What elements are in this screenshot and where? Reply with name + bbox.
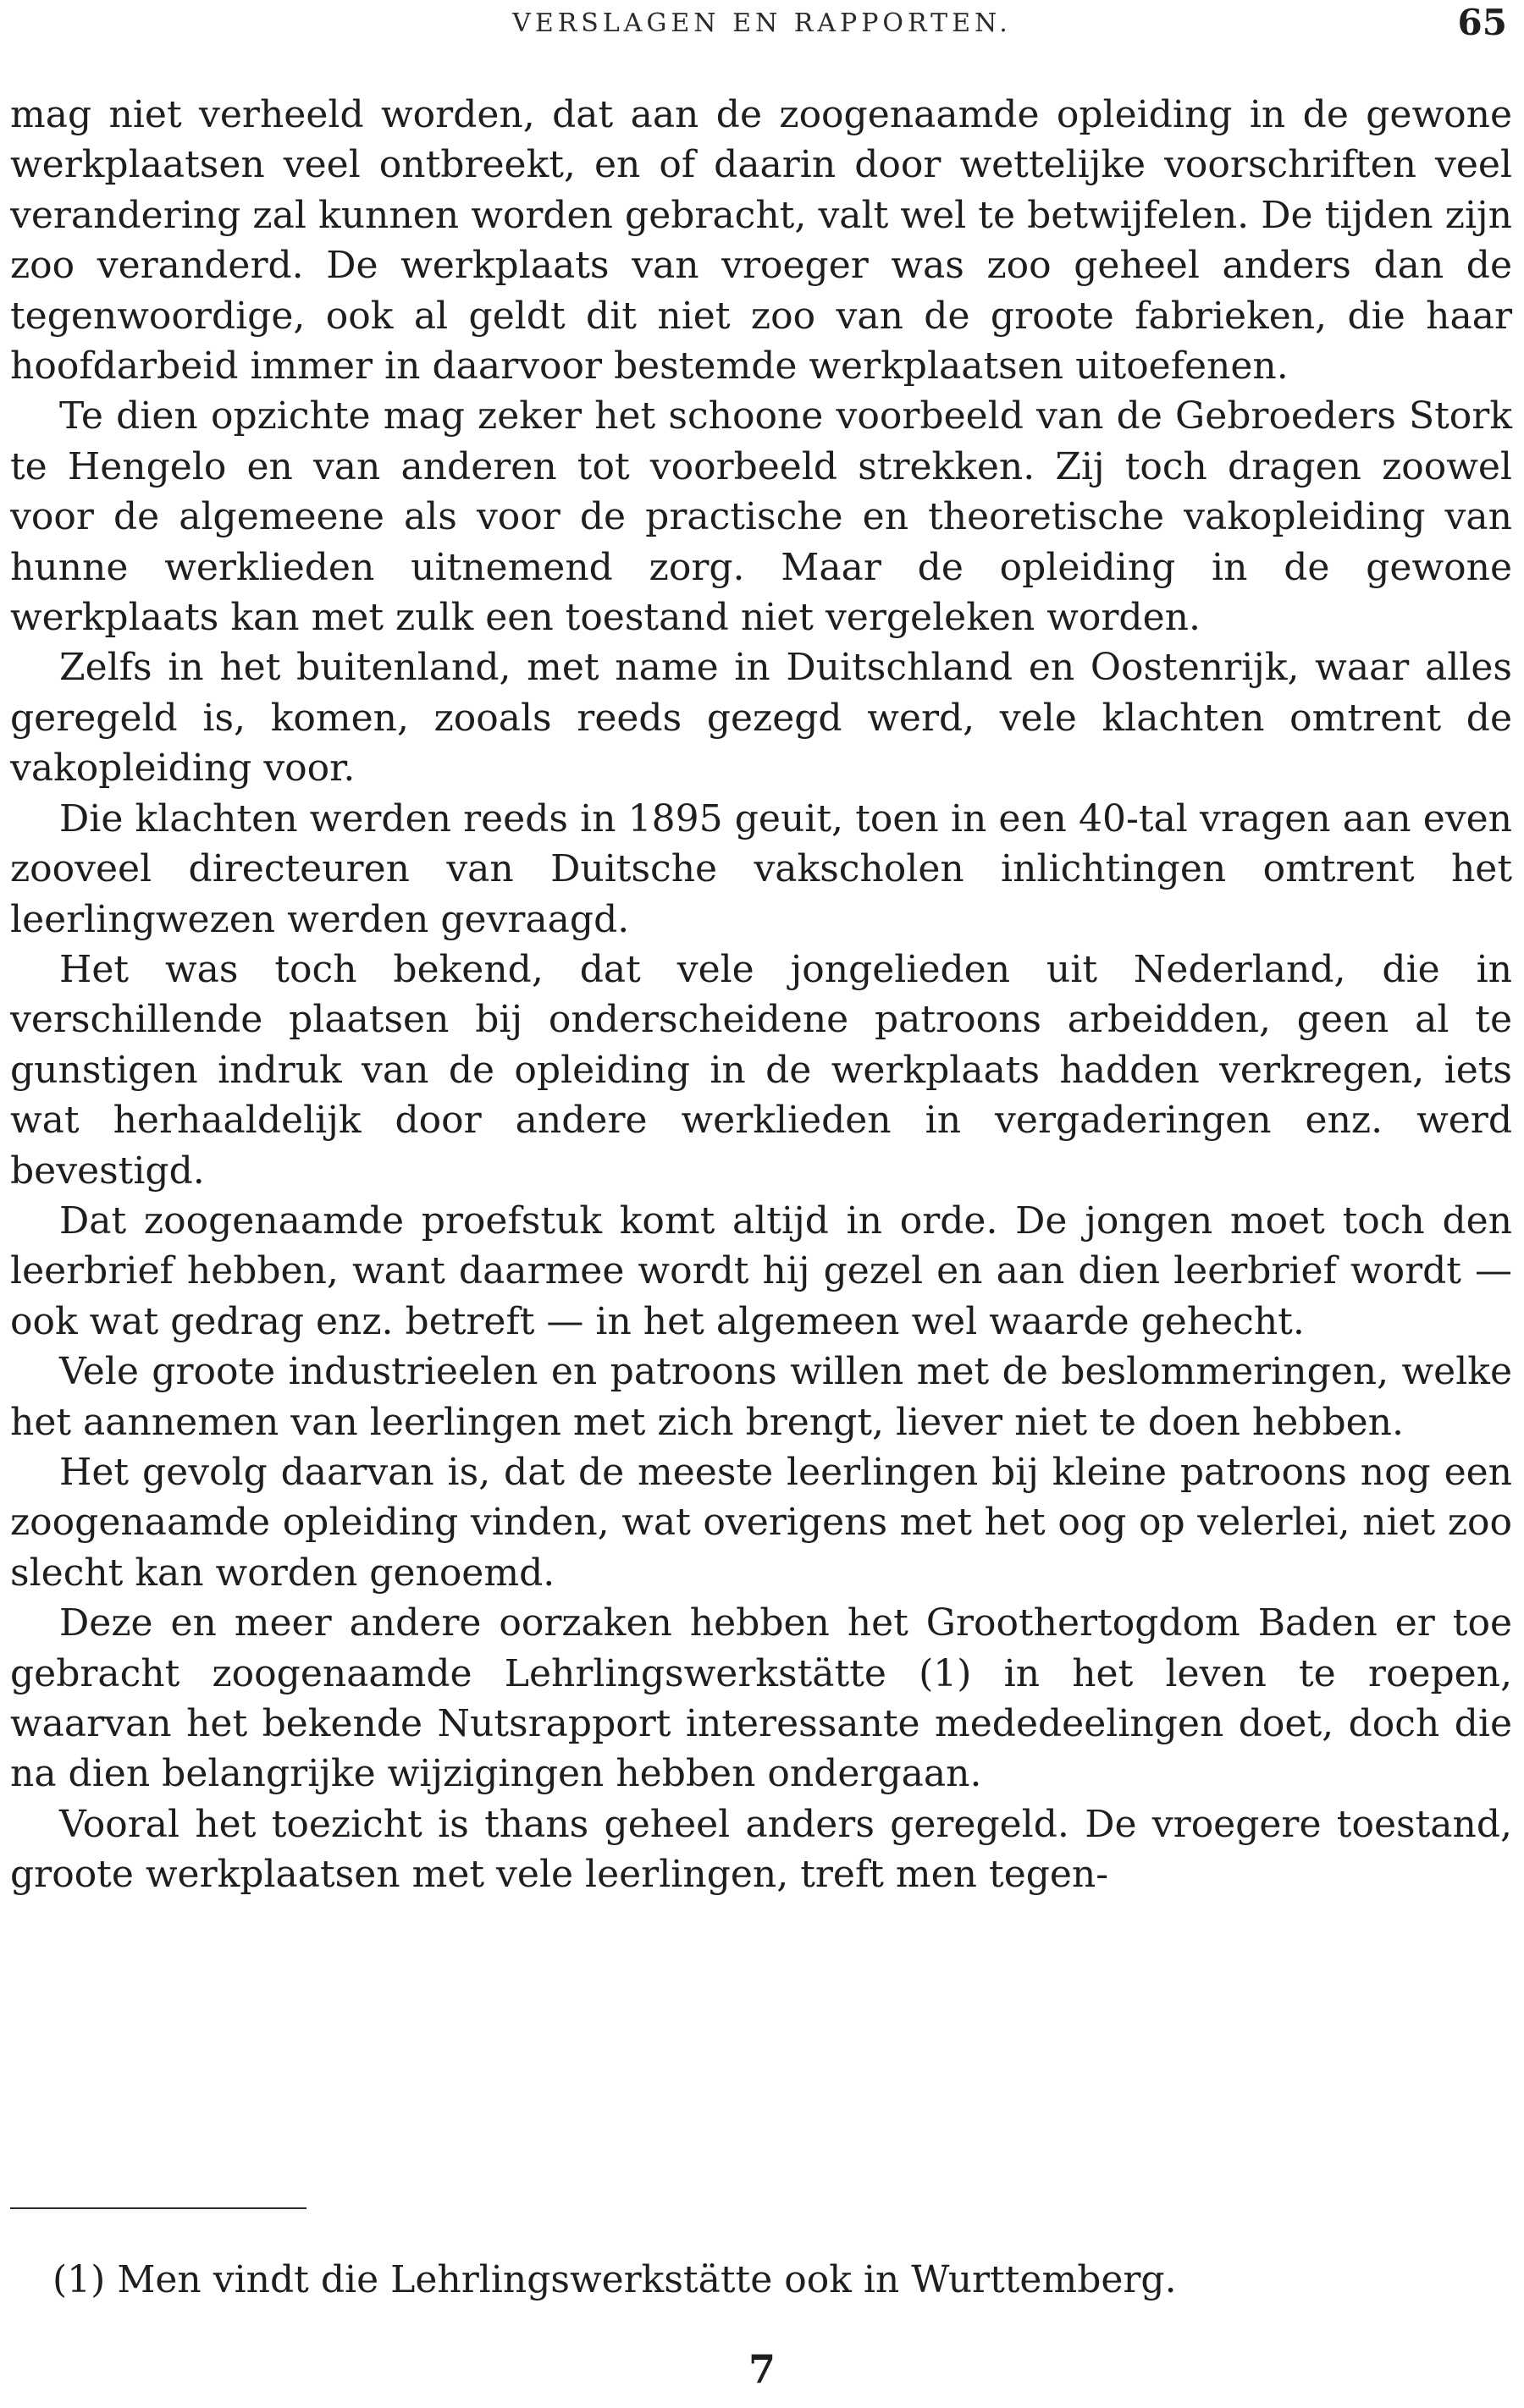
paragraph-9: Deze en meer andere oorzaken hebben het Groothertogdom Baden er toe gebracht zoogenaamde Lehrlingswerkstätte (1) in het leven te roepen, waarvan het bekende Nutsrapport interessante mededeelingen doet, doch die na dien belangrijke wijzigingen hebben ondergaan. bbox=[10, 1601, 1512, 1796]
signature-mark: 7 bbox=[748, 2346, 776, 2392]
paragraph-6: Dat zoogenaamde proefstuk komt altijd in orde. De jongen moet toch den leerbrief hebben, want daarmee wordt hij gezel en aan dien leerbrief wordt — ook wat gedrag enz. betreft — in het algemeen wel waarde gehecht. bbox=[10, 1198, 1512, 1343]
page-number: 65 bbox=[1457, 2, 1507, 43]
paragraph-1: mag niet verheeld worden, dat aan de zoogenaamde opleiding in de gewone werkplaatsen veel ontbreekt, en of daarin door wettelijke voorschriften veel verandering zal kunnen worden gebracht, valt wel te betwijfelen. De tijden zijn zoo veranderd. De werkplaats van vroeger was zoo geheel anders dan de tegenwoordige, ook al geldt dit niet zoo van de groote fabrieken, die haar hoofdarbeid immer in daarvoor bestemde werkplaatsen uitoefenen. bbox=[10, 93, 1512, 388]
paragraph-8: Het gevolg daarvan is, dat de meeste leerlingen bij kleine patroons nog een zoogenaamde opleiding vinden, wat overigens met het oog op velerlei, niet zoo slecht kan worden genoemd. bbox=[10, 1450, 1512, 1595]
running-head: VERSLAGEN EN RAPPORTEN. bbox=[512, 8, 1012, 38]
footnote-rule bbox=[10, 2207, 306, 2209]
body-text bbox=[10, 90, 1512, 1900]
paragraph-3: Zelfs in het buitenland, met name in Duitschland en Oostenrijk, waar alles geregeld is, komen, zooals reeds gezegd werd, vele klachten omtrent de vakopleiding voor. bbox=[10, 646, 1512, 791]
footnote: (1) Men vindt die Lehrlingswerkstätte ook in Wurttemberg. bbox=[52, 2258, 1177, 2301]
paragraph-2: Te dien opzichte mag zeker het schoone voorbeeld van de Gebroeders Stork te Hengelo en van anderen tot voorbeeld strekken. Zij toch dragen zoowel voor de algemeene als voor de practische en theoretische vakopleiding van hunne werklieden uitnemend zorg. Maar de opleiding in de gewone werkplaats kan met zulk een toestand niet vergeleken worden. bbox=[10, 394, 1512, 640]
paragraph-10: Vooral het toezicht is thans geheel anders geregeld. De vroegere toestand, groote werkplaatsen met vele leerlingen, treft men tegen- bbox=[10, 1802, 1512, 1897]
paragraph-7: Vele groote industrieelen en patroons willen met de beslommeringen, welke het aannemen van leerlingen met zich brengt, liever niet te doen hebben. bbox=[10, 1350, 1512, 1444]
paragraph-4: Die klachten werden reeds in 1895 geuit, toen in een 40-tal vragen aan even zooveel directeuren van Duitsche vakscholen inlichtingen omtrent het leerlingwezen werden gevraagd. bbox=[10, 796, 1512, 941]
paragraph-5: Het was toch bekend, dat vele jongelieden uit Nederland, die in verschillende plaatsen bij onderscheidene patroons arbeidden, geen al te gunstigen indruk van de opleiding in de werkplaats hadden verkregen, iets wat herhaaldelijk door andere werklieden in vergaderingen enz. werd bevestigd. bbox=[10, 947, 1512, 1193]
page-header bbox=[10, 2, 1514, 46]
